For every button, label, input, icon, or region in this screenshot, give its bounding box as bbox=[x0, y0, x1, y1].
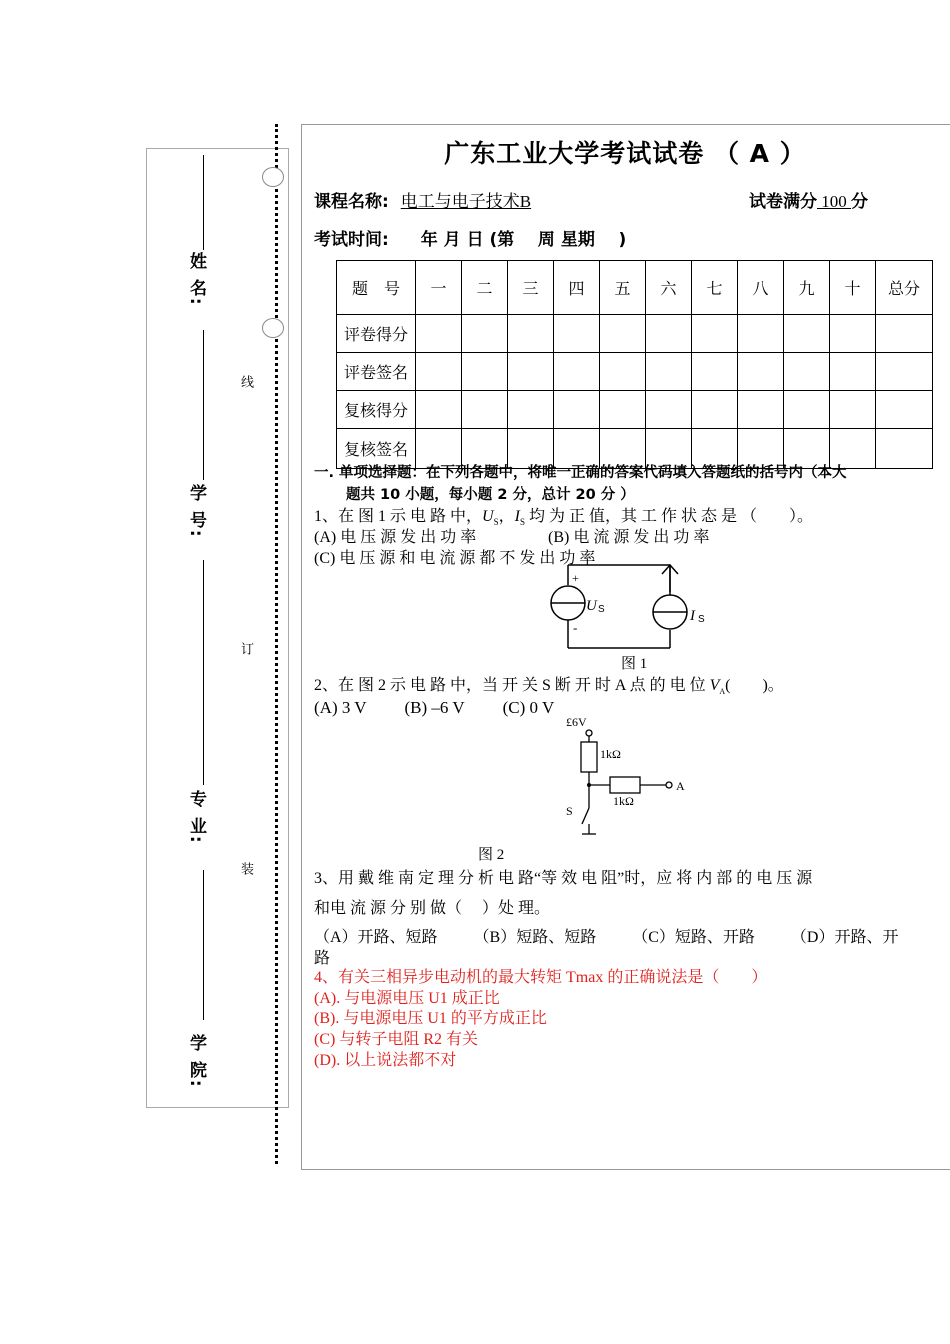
score-cell[interactable] bbox=[738, 315, 784, 353]
q3-options-wrap: 路 bbox=[314, 950, 331, 967]
fig1-is-label: I bbox=[690, 608, 695, 624]
college-fill-line bbox=[203, 870, 204, 1020]
q4-option-a[interactable]: (A). 与电源电压 U1 成正比 bbox=[314, 990, 500, 1007]
score-cell[interactable] bbox=[876, 353, 933, 391]
score-cell[interactable] bbox=[646, 353, 692, 391]
score-cell[interactable] bbox=[876, 391, 933, 429]
fig1-us-sub: S bbox=[598, 604, 605, 615]
score-cell[interactable] bbox=[508, 315, 554, 353]
q2-options[interactable]: (A) 3 V (B) –6 V (C) 0 V bbox=[314, 698, 555, 717]
q1-option-c[interactable]: (C) 电 压 源 和 电 流 源 都 不 发 出 功 率 bbox=[314, 550, 596, 567]
binding-dotted-line bbox=[275, 124, 278, 1164]
course-label: 课程名称: bbox=[314, 192, 389, 212]
fig1-minus: - bbox=[573, 620, 578, 635]
score-cell[interactable] bbox=[416, 353, 462, 391]
table-header-cell: 五 bbox=[600, 261, 646, 315]
score-cell[interactable] bbox=[692, 391, 738, 429]
major-fill-line bbox=[203, 560, 204, 785]
q1-sub: S bbox=[519, 517, 525, 528]
q1-stem-text: 均 为 正 值，其 工 作 状 态 是 （ ）。 bbox=[524, 508, 813, 525]
full-score-row bbox=[749, 187, 868, 212]
fig2-switch-label: S bbox=[566, 804, 573, 818]
table-header-cell: 六 bbox=[646, 261, 692, 315]
switch-icon bbox=[582, 808, 589, 824]
score-cell[interactable] bbox=[600, 315, 646, 353]
score-cell[interactable] bbox=[784, 315, 830, 353]
course-name: 电工与电子技术B bbox=[400, 192, 532, 211]
row-label: 评卷得分 bbox=[337, 315, 416, 353]
name-fill-line bbox=[203, 155, 204, 250]
score-cell[interactable] bbox=[692, 315, 738, 353]
table-header-cell: 题 号 bbox=[337, 261, 416, 315]
score-cell[interactable] bbox=[830, 391, 876, 429]
score-cell[interactable] bbox=[830, 353, 876, 391]
score-cell[interactable] bbox=[554, 315, 600, 353]
resistor1-icon bbox=[581, 742, 597, 772]
id-fill-line bbox=[203, 330, 204, 480]
table-header-cell: 四 bbox=[554, 261, 600, 315]
score-cell[interactable] bbox=[784, 391, 830, 429]
score-cell[interactable] bbox=[600, 391, 646, 429]
score-cell[interactable] bbox=[462, 315, 508, 353]
binding-seal-char: 装 bbox=[238, 862, 253, 875]
figure2-circuit bbox=[560, 712, 700, 840]
figure2-caption: 图 2 bbox=[478, 847, 505, 863]
q1-comma: ， bbox=[498, 508, 515, 525]
q3-stem-line1: 3、用 戴 维 南 定 理 分 析 电 路“等 效 电 阻”时，应 将 内 部 的 电 压 源 bbox=[314, 870, 813, 887]
binding-line-char: 线 bbox=[238, 375, 253, 388]
full-score-label: 试卷满分 bbox=[749, 192, 817, 212]
score-cell[interactable] bbox=[462, 391, 508, 429]
table-header-cell: 八 bbox=[738, 261, 784, 315]
exam-time-text: 年 月 日 (第 周 星期 ) bbox=[420, 230, 627, 250]
score-cell[interactable] bbox=[738, 353, 784, 391]
exam-title: 广东工业大学考试试卷 （ A ） bbox=[444, 139, 806, 168]
score-table bbox=[336, 260, 933, 469]
punch-hole-icon bbox=[262, 318, 284, 338]
score-cell[interactable] bbox=[692, 353, 738, 391]
q1-var-is: I bbox=[514, 508, 520, 525]
full-score-value: 100 bbox=[817, 192, 851, 211]
score-cell[interactable] bbox=[646, 391, 692, 429]
figure1-circuit bbox=[540, 560, 720, 655]
figure1-caption: 图 1 bbox=[621, 656, 648, 672]
score-cell[interactable] bbox=[876, 315, 933, 353]
q2-var-va: V bbox=[709, 677, 720, 694]
score-cell[interactable] bbox=[416, 315, 462, 353]
section1-heading-line1: 一. 单项选择题：在下列各题中，将唯一正确的答案代码填入答题纸的括号内（本大 bbox=[314, 465, 847, 481]
score-cell[interactable] bbox=[508, 391, 554, 429]
q2-sub: A bbox=[719, 687, 726, 697]
fig2-r2-label: 1kΩ bbox=[613, 794, 634, 808]
score-cell[interactable] bbox=[416, 391, 462, 429]
table-row bbox=[337, 391, 933, 429]
row-label: 复核签名 bbox=[337, 429, 416, 469]
score-cell[interactable] bbox=[554, 353, 600, 391]
score-cell[interactable] bbox=[462, 353, 508, 391]
score-cell[interactable] bbox=[784, 353, 830, 391]
table-row bbox=[337, 315, 933, 353]
exam-time-label: 考试时间: bbox=[314, 230, 389, 250]
fig1-us-label: U bbox=[586, 598, 597, 614]
q4-option-b[interactable]: (B). 与电源电压 U1 的平方成正比 bbox=[314, 1010, 547, 1027]
id-label: 学 号: bbox=[186, 484, 206, 539]
score-cell[interactable] bbox=[554, 391, 600, 429]
score-cell[interactable] bbox=[830, 315, 876, 353]
q2-stem-text: ( )。 bbox=[725, 677, 784, 694]
score-table-header-row bbox=[337, 261, 933, 315]
table-header-cell: 七 bbox=[692, 261, 738, 315]
row-label: 复核得分 bbox=[337, 391, 416, 429]
fig1-is-sub: S bbox=[698, 614, 705, 625]
college-label: 学 院: bbox=[186, 1034, 206, 1089]
table-row bbox=[337, 353, 933, 391]
name-label: 姓 名: bbox=[186, 252, 206, 307]
q2-stem-text: 2、在 图 2 示 电 路 中，当 开 关 S 断 开 时 A 点 的 电 位 bbox=[314, 677, 710, 694]
q1-option-b[interactable]: (B) 电 流 源 发 出 功 率 bbox=[548, 529, 710, 546]
q1-sub: S bbox=[493, 517, 499, 528]
table-header-cell: 总分 bbox=[876, 261, 933, 315]
score-cell[interactable] bbox=[646, 315, 692, 353]
score-cell[interactable] bbox=[738, 391, 784, 429]
table-header-cell: 九 bbox=[784, 261, 830, 315]
exam-time-row bbox=[314, 225, 626, 250]
row-label: 评卷签名 bbox=[337, 353, 416, 391]
table-header-cell: 二 bbox=[462, 261, 508, 315]
q4-option-c[interactable]: (C) 与转子电阻 R2 有关 bbox=[314, 1031, 479, 1048]
section1-heading bbox=[314, 462, 950, 506]
table-header-cell: 三 bbox=[508, 261, 554, 315]
q1-var-us: U bbox=[482, 508, 494, 525]
resistor2-icon bbox=[610, 777, 640, 793]
table-header-cell: 十 bbox=[830, 261, 876, 315]
table-header-cell: 一 bbox=[416, 261, 462, 315]
binding-strip bbox=[146, 148, 289, 1108]
q4-option-d[interactable]: (D). 以上说法都不对 bbox=[314, 1052, 457, 1069]
course-row bbox=[314, 187, 531, 212]
q3-stem-line2: 和电 流 源 分 别 做（ ）处 理。 bbox=[314, 900, 551, 917]
fig2-supply-label: £6V bbox=[566, 715, 587, 729]
fig2-point-a: A bbox=[676, 779, 685, 793]
section1-heading-line2: 题共 10 小题，每小题 2 分，总计 20 分 ） bbox=[346, 487, 635, 503]
q4-stem: 4、有关三相异步电动机的最大转矩 Tmax 的正确说法是（ ） bbox=[314, 969, 768, 986]
fig2-r1-label: 1kΩ bbox=[600, 747, 621, 761]
fig1-plus: + bbox=[572, 571, 579, 585]
punch-hole-icon bbox=[262, 167, 284, 187]
q1-option-a[interactable]: (A) 电 压 源 发 出 功 率 bbox=[314, 529, 477, 546]
score-cell[interactable] bbox=[600, 353, 646, 391]
score-cell[interactable] bbox=[508, 353, 554, 391]
full-score-unit: 分 bbox=[851, 192, 868, 212]
major-label: 专 业: bbox=[186, 790, 206, 845]
q3-options[interactable]: （A）开路、短路 （B）短路、短路 （C）短路、开路 （D）开路、开 bbox=[314, 929, 899, 946]
q1-stem-text: 1、在 图 1 示 电 路 中， bbox=[314, 508, 483, 525]
binding-staple-char: 订 bbox=[238, 642, 253, 655]
